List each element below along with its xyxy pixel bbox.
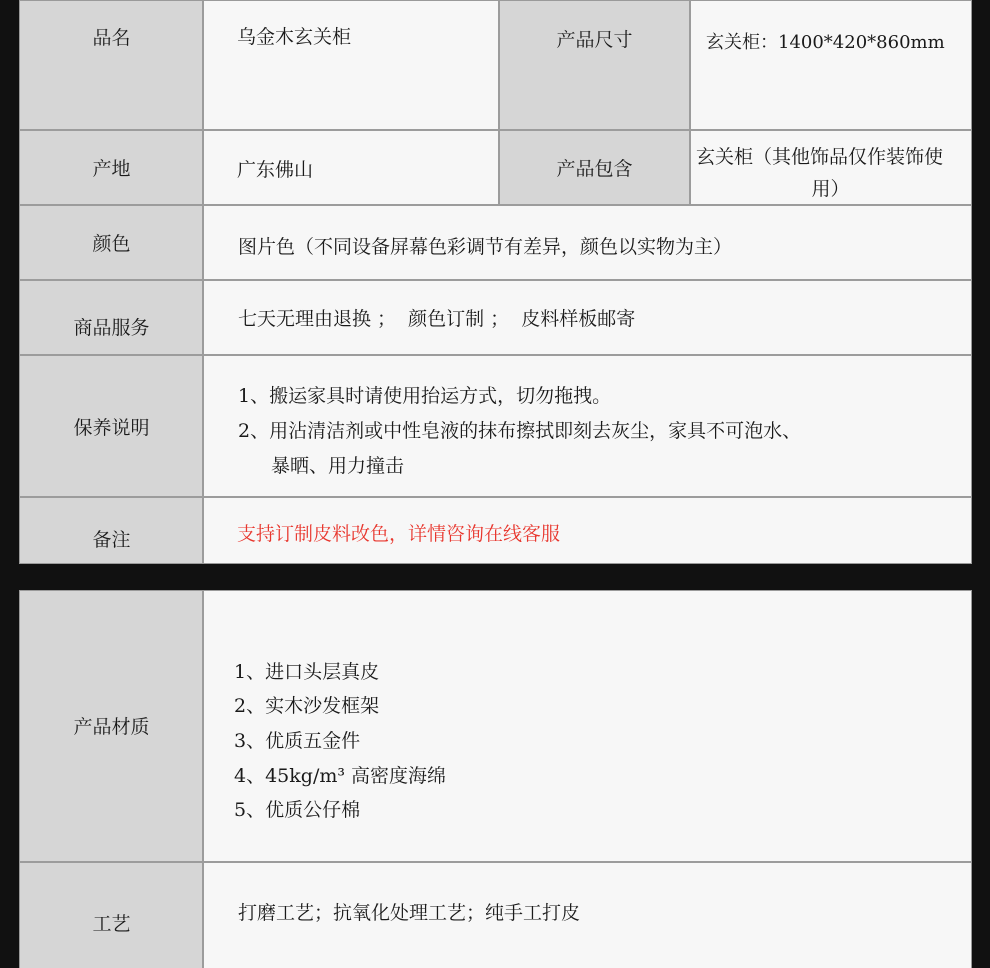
name-label: 品名 [92, 27, 131, 49]
service-value: 七天无理由退换 ； 颜色订制 ； 皮料样板邮寄 [238, 308, 636, 330]
contents-value-cell [690, 130, 971, 205]
grid-divider [20, 204, 971, 206]
size-value: 玄关柜：1400*420*860mm [706, 32, 945, 53]
material-line-4: 4、45kg/m³ 高密度海绵 [234, 765, 447, 787]
origin-value-cell [203, 130, 499, 205]
care-line-3: 暴晒、用力撞击 [271, 455, 405, 477]
care-line-2: 2、用沾清洁剂或中性皂液的抹布擦拭即刻去灰尘，家具不可泡水、 [238, 420, 802, 442]
color-value: 图片色（不同设备屏幕色彩调节有差异，颜色以实物为主） [238, 236, 733, 258]
material-line-3: 3、优质五金件 [234, 730, 361, 752]
size-value-cell [690, 1, 971, 130]
origin-label-cell [20, 130, 203, 205]
origin-value: 广东佛山 [237, 159, 314, 181]
craft-value-cell [203, 862, 971, 968]
grid-divider [498, 1, 500, 205]
note-value-cell [203, 497, 971, 563]
service-label: 商品服务 [73, 317, 150, 339]
grid-divider [202, 1, 204, 563]
material-table [19, 590, 972, 968]
craft-value: 打磨工艺；抗氧化处理工艺；纯手工打皮 [238, 902, 581, 924]
care-value-cell [203, 355, 971, 497]
color-value-cell [203, 205, 971, 280]
care-label: 保养说明 [73, 416, 150, 439]
care-label-cell [20, 355, 203, 497]
care-line-1: 1、搬运家具时请使用抬运方式，切勿拖拽。 [238, 385, 612, 407]
service-value-cell [203, 280, 971, 355]
name-label-cell [20, 1, 203, 130]
note-label-cell [20, 497, 203, 563]
grid-divider [20, 129, 971, 131]
material-value-cell [203, 591, 971, 862]
contents-label: 产品包含 [556, 158, 633, 180]
note-label: 备注 [92, 529, 131, 551]
color-label-cell [20, 205, 203, 280]
spec-table [19, 0, 972, 564]
material-line-5: 5、优质公仔棉 [234, 799, 361, 821]
name-value-cell [203, 1, 499, 130]
contents-value-line1: 玄关柜（其他饰品仅作装饰使 [696, 146, 944, 168]
note-value: 支持订制皮料改色，详情咨询在线客服 [237, 523, 561, 545]
material-line-1: 1、进口头层真皮 [234, 661, 380, 683]
color-label: 颜色 [92, 233, 131, 255]
material-label-cell [20, 591, 203, 862]
grid-divider [20, 861, 971, 863]
size-label: 产品尺寸 [556, 29, 633, 51]
service-label-cell [20, 280, 203, 355]
grid-divider [689, 1, 691, 205]
size-label-cell [499, 1, 690, 130]
origin-label: 产地 [92, 158, 131, 180]
contents-label-cell [499, 130, 690, 205]
grid-divider [20, 279, 971, 281]
name-value: 乌金木玄关柜 [237, 26, 352, 48]
material-line-2: 2、实木沙发框架 [234, 695, 380, 717]
grid-divider [202, 591, 204, 968]
material-label: 产品材质 [73, 716, 150, 738]
craft-label-cell [20, 862, 203, 968]
grid-divider [20, 496, 971, 498]
contents-value-line2: 用） [811, 178, 850, 200]
grid-divider [20, 354, 971, 356]
craft-label: 工艺 [92, 913, 131, 935]
